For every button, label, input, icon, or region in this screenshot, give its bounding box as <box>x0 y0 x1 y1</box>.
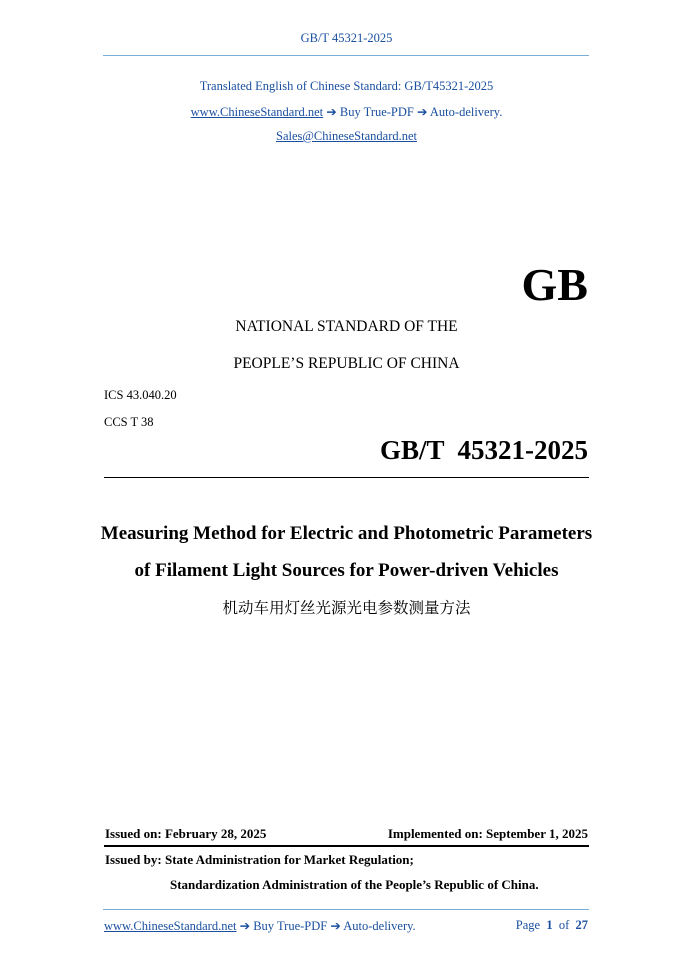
page-label: Page <box>515 918 541 932</box>
issuer-line2: Standardization Administration of the People’s Republic of China. <box>170 877 539 892</box>
national-standard-line2: PEOPLE’S REPUBLIC OF CHINA <box>233 355 460 372</box>
translation-notice: Translated English of Chinese Standard: GB/T45321-2025 <box>199 79 494 93</box>
ccs-code: CCS T 38 <box>104 415 154 429</box>
national-standard-line1: NATIONAL STANDARD OF THE <box>235 318 458 335</box>
page-indicator <box>516 918 588 933</box>
ics-code: ICS 43.040.20 <box>104 388 177 402</box>
chinese-title: 机动车用灯丝光源光电参数测量方法 <box>222 599 471 617</box>
sales-email-link[interactable]: Sales@ChineseStandard.net <box>276 129 417 143</box>
running-header: GB/T 45321-2025 <box>300 31 393 45</box>
footer-promo <box>104 918 416 934</box>
page-of: of <box>558 918 570 932</box>
standard-number: GB/T 45321-2025 <box>379 435 588 465</box>
document-title-line2: of Filament Light Sources for Power-driven Vehicles <box>134 560 559 581</box>
header-divider <box>103 55 589 56</box>
dates-rule <box>104 845 589 847</box>
issued-date: Issued on: February 28, 2025 <box>105 826 267 841</box>
promo-text: ➔ Buy True-PDF ➔ Auto-delivery. <box>323 105 503 119</box>
footer-website-link[interactable]: www.ChineseStandard.net <box>104 919 237 933</box>
website-link[interactable]: www.ChineseStandard.net <box>190 105 324 119</box>
footer-divider <box>103 909 589 910</box>
document-title-line1: Measuring Method for Electric and Photometric Parameters <box>100 523 593 544</box>
issuer-line1: Issued by: State Administration for Market Regulation; <box>105 852 414 867</box>
promo-line <box>0 104 693 120</box>
gb-logo: GB <box>521 259 588 310</box>
email-line <box>0 129 693 144</box>
page-total: 27 <box>575 918 588 932</box>
page-current: 1 <box>546 918 553 932</box>
standard-number-rule <box>104 477 589 478</box>
footer-promo-text: ➔ Buy True-PDF ➔ Auto-delivery. <box>236 919 416 933</box>
implemented-date: Implemented on: September 1, 2025 <box>387 826 588 841</box>
